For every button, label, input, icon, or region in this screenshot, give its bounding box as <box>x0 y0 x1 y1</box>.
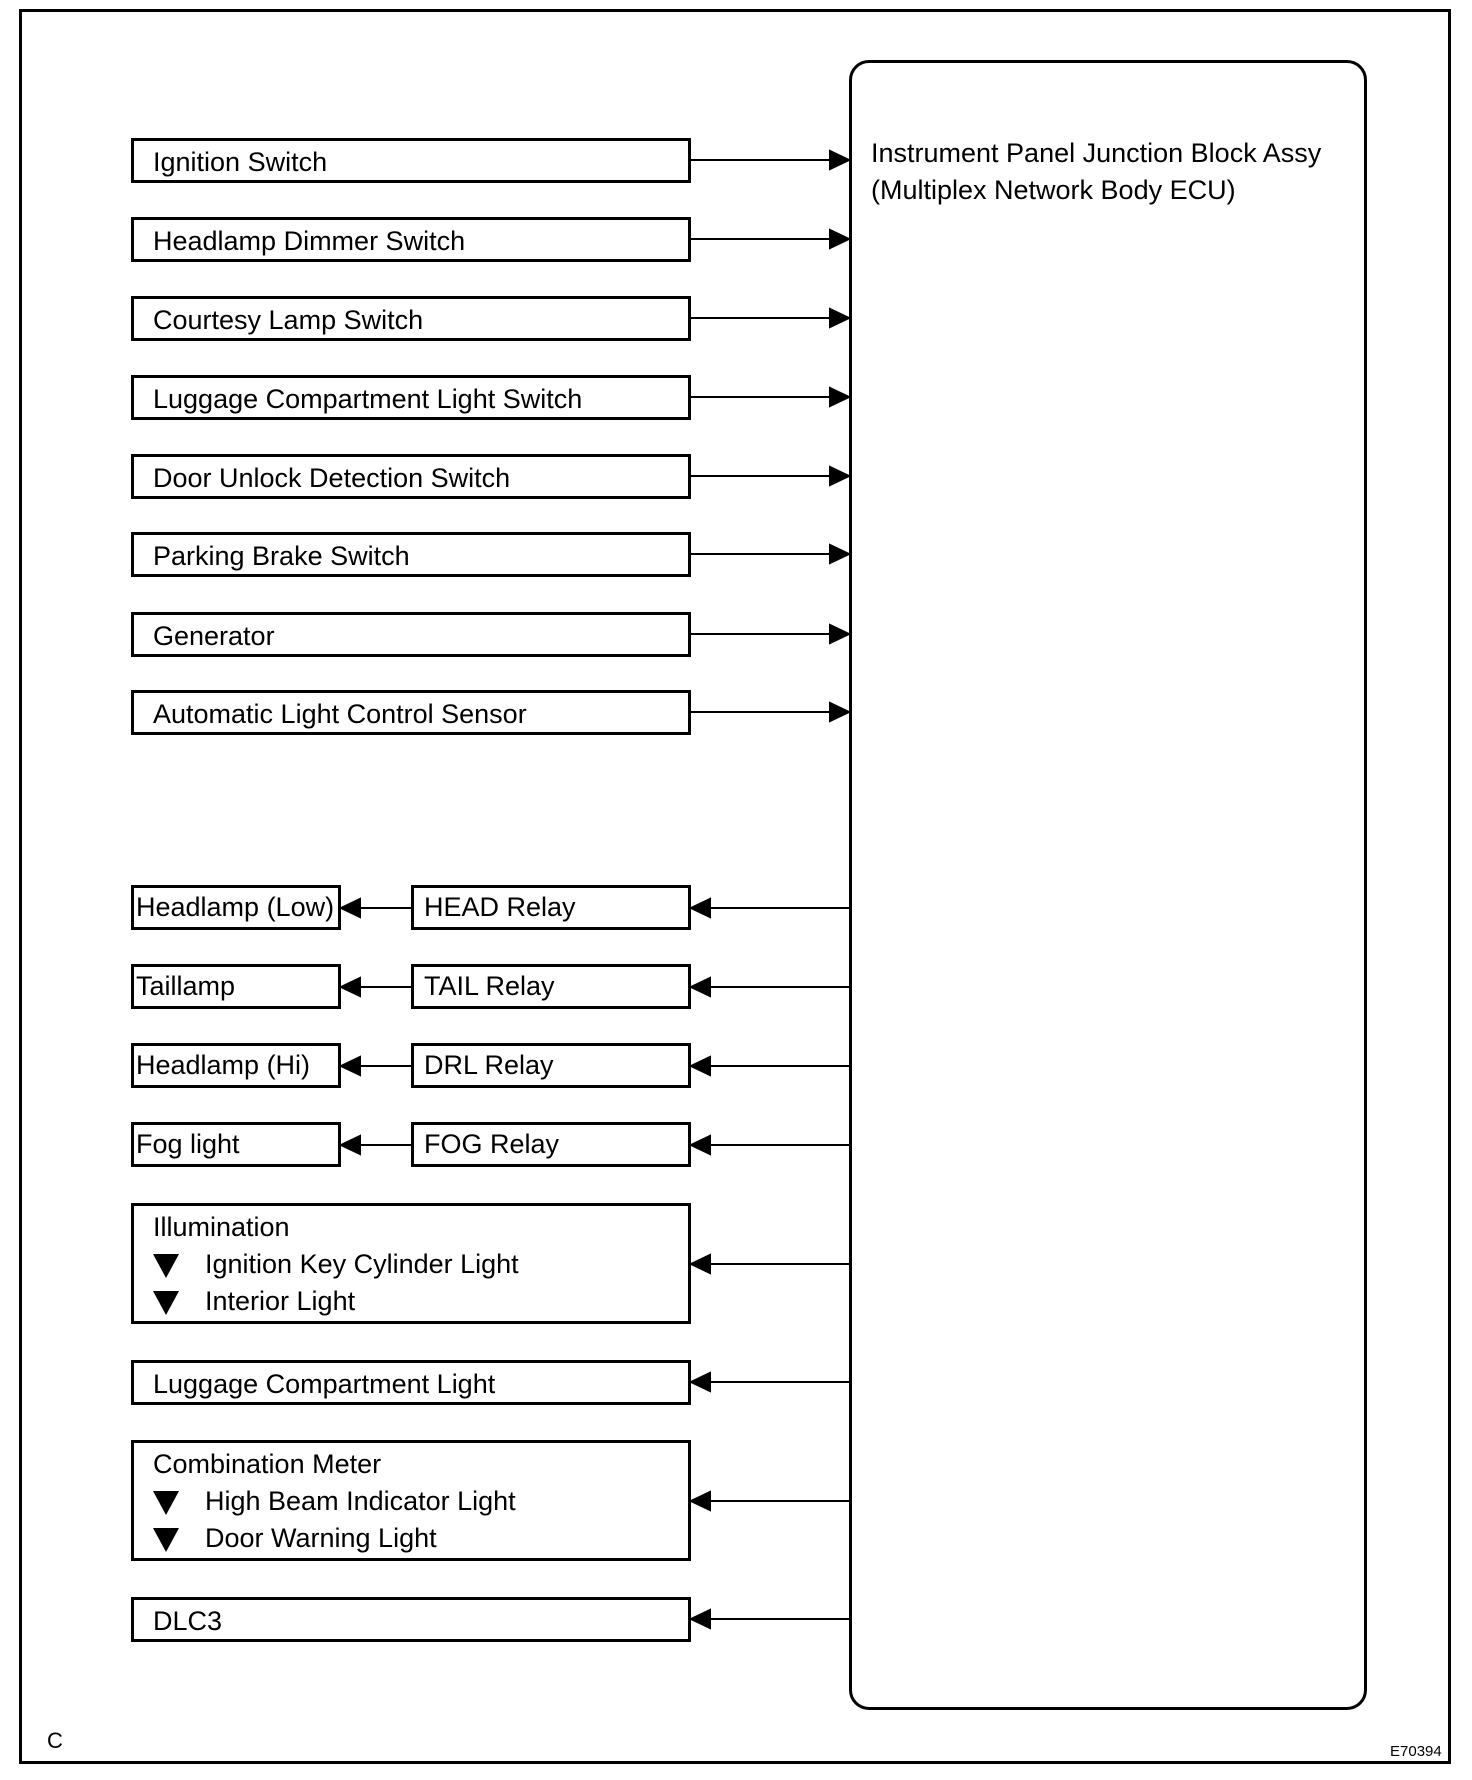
arrow-head <box>830 545 849 563</box>
relay-label: DRL Relay <box>424 1050 554 1080</box>
relay-label: TAIL Relay <box>424 971 555 1001</box>
ecu-title-line2: (Multiplex Network Body ECU) <box>871 175 1236 205</box>
arrow-head <box>691 1057 710 1075</box>
illumination-item-label: Ignition Key Cylinder Light <box>205 1249 519 1279</box>
input-label: Luggage Compartment Light Switch <box>153 384 583 414</box>
arrow-head <box>691 1373 710 1391</box>
arrow-head <box>691 1255 710 1273</box>
arrow-head <box>691 1492 710 1510</box>
load-label: Headlamp (Low) <box>136 892 335 922</box>
arrow-head <box>341 1136 360 1154</box>
arrow-head <box>341 899 360 917</box>
arrow-head <box>830 625 849 643</box>
load-label: Headlamp (Hi) <box>136 1050 311 1080</box>
figure-code: E70394 <box>1390 1743 1442 1760</box>
arrow-head <box>341 1057 360 1075</box>
arrow-head <box>830 151 849 169</box>
arrow-head <box>691 1610 710 1628</box>
arrow-head <box>830 703 849 721</box>
arrow-head <box>830 388 849 406</box>
input-label: Courtesy Lamp Switch <box>153 305 424 335</box>
arrow-head <box>830 230 849 248</box>
ecu-title-line1: Instrument Panel Junction Block Assy <box>871 138 1322 168</box>
arrow-head <box>830 467 849 485</box>
arrow-head <box>691 1136 710 1154</box>
combination-meter-item-label: Door Warning Light <box>205 1523 437 1553</box>
input-label: Ignition Switch <box>153 147 328 177</box>
input-label: Headlamp Dimmer Switch <box>153 226 466 256</box>
arrow-head <box>691 978 710 996</box>
corner-label: C <box>47 1728 63 1753</box>
load-label: Taillamp <box>136 971 236 1001</box>
arrow-head <box>691 899 710 917</box>
input-label: Automatic Light Control Sensor <box>153 699 527 729</box>
input-label: Generator <box>153 621 275 651</box>
luggage-compartment-light-label: Luggage Compartment Light <box>153 1369 496 1399</box>
arrow-head <box>341 978 360 996</box>
load-label: Fog light <box>136 1129 240 1159</box>
illumination-item-label: Interior Light <box>205 1286 356 1316</box>
combination-meter-item-label: High Beam Indicator Light <box>205 1486 516 1516</box>
input-arrows <box>691 151 849 721</box>
relay-label: HEAD Relay <box>424 892 576 922</box>
combination-meter-title: Combination Meter <box>153 1449 382 1479</box>
input-label: Parking Brake Switch <box>153 541 410 571</box>
relay-label: FOG Relay <box>424 1129 560 1159</box>
illumination-title: Illumination <box>153 1212 290 1242</box>
output-arrows <box>341 899 849 1628</box>
input-label: Door Unlock Detection Switch <box>153 463 511 493</box>
dlc3-label: DLC3 <box>153 1606 223 1636</box>
arrow-head <box>830 309 849 327</box>
